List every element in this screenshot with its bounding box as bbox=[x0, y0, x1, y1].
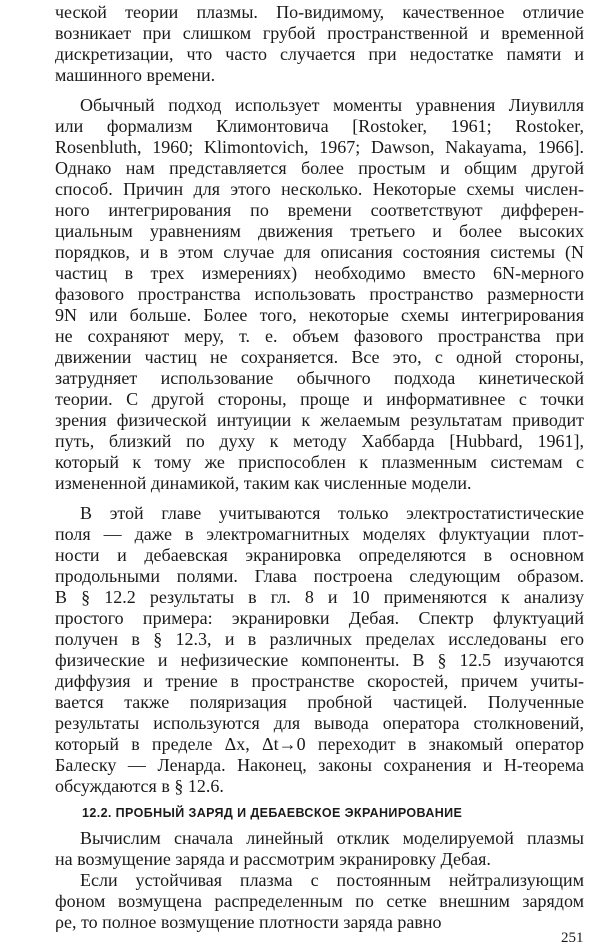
text-line: Если устойчивая плазма с постоянным нейтрализующим bbox=[80, 870, 584, 890]
text-line: который в пределе Δx, Δt→0 переходит в знакомый оператор bbox=[55, 734, 584, 754]
text-line: фазового пространства использовать пространство размерности bbox=[55, 284, 584, 304]
text-line: ρe, то полное возмущение плотности заряда равно bbox=[55, 912, 442, 932]
text-line: измененной динамикой, таким как численные модели. bbox=[55, 473, 472, 493]
text-line: обсуждаются в § 12.6. bbox=[55, 776, 224, 796]
page-number: 251 bbox=[561, 930, 584, 946]
text-line: 9N или больше. Более того, некоторые схемы интегрирования bbox=[55, 305, 584, 325]
text-line: теории. С другой стороны, проще и информативнее с точки bbox=[55, 389, 584, 409]
text-line: путь, близкий по духу к методу Хаббарда [Hubbard, 1961], bbox=[55, 431, 584, 451]
text-line: ности и дебаевская экранировка определяются в основном bbox=[55, 545, 584, 565]
text-line: частиц в трех измерениях) необходимо вместо 6N-мерного bbox=[55, 263, 584, 283]
text-line: затрудняет использование обычного подхода кинетической bbox=[55, 368, 584, 388]
text-line: продольными полями. Глава построена следующим образом. bbox=[55, 566, 584, 586]
text-line: или формализм Климонтовича [Rostoker, 1961; Rostoker, bbox=[55, 116, 584, 136]
text-line: Вычислим сначала линейный отклик моделируемой плазмы bbox=[80, 828, 584, 848]
text-line: способ. Причин для этого несколько. Некоторые схемы числен- bbox=[55, 179, 584, 199]
text-line: простого примера: экранировки Дебая. Спектр флуктуаций bbox=[55, 608, 584, 628]
text-line: циальным уравнениям движения третьего и более высоких bbox=[55, 221, 584, 241]
text-line: диффузия и трение в пространстве скоростей, причем учиты- bbox=[55, 671, 584, 691]
text-line: поля — даже в электромагнитных моделях флуктуации плот- bbox=[55, 524, 584, 544]
text-line: физические и нефизические компоненты. В § 12.5 изучаются bbox=[55, 650, 584, 670]
text-line: машинного времени. bbox=[55, 65, 216, 85]
text-line: зрения физической интуиции к желаемым результатам приводит bbox=[55, 410, 584, 430]
text-line: движении частиц не сохраняется. Все это, с одной стороны, bbox=[55, 347, 584, 367]
text-line: Обычный подход использует моменты уравнения Лиувилля bbox=[80, 95, 584, 115]
text-line: Балеску — Ленарда. Наконец, законы сохранения и H-теорема bbox=[55, 755, 584, 775]
text-line: получен в § 12.3, и в различных пределах исследованы его bbox=[55, 629, 584, 649]
text-line: ческой теории плазмы. По-видимому, качественное отличие bbox=[55, 2, 584, 22]
text-line: ного интегрирования по времени соответствуют дифферен- bbox=[55, 200, 584, 220]
text-line: возникает при слишком грубой пространственной и временной bbox=[55, 23, 584, 43]
text-line: Rosenbluth, 1960; Klimontovich, 1967; Dawson, Nakayama, 1966]. bbox=[55, 137, 584, 157]
text-line: результаты используются для вывода оператора столкновений, bbox=[55, 713, 584, 733]
section-heading: 12.2. ПРОБНЫЙ ЗАРЯД И ДЕБАЕВСКОЕ ЭКРАНИРОВАНИЕ bbox=[82, 806, 463, 820]
text-line: В § 12.2 результаты в гл. 8 и 10 применяются к анализу bbox=[55, 587, 584, 607]
text-line: не сохраняют меру, т. е. объем фазового пространства при bbox=[55, 326, 584, 346]
text-line: Однако нам представляется более простым и общим другой bbox=[55, 158, 584, 178]
text-line: порядков, и в этом случае для описания состояния системы (N bbox=[55, 242, 584, 262]
text-line: вается также поляризация пробной частицей. Полученные bbox=[55, 692, 584, 712]
text-line: В этой главе учитываются только электростатистические bbox=[80, 503, 584, 523]
text-line: который к тому же приспособлен к плазменным системам с bbox=[55, 452, 584, 472]
text-line: на возмущение заряда и рассмотрим экранировку Дебая. bbox=[55, 849, 491, 869]
text-line: фоном возмущена распределенным по сетке внешним зарядом bbox=[55, 891, 584, 911]
text-line: дискретизации, что часто случается при недостатке памяти и bbox=[55, 44, 584, 64]
